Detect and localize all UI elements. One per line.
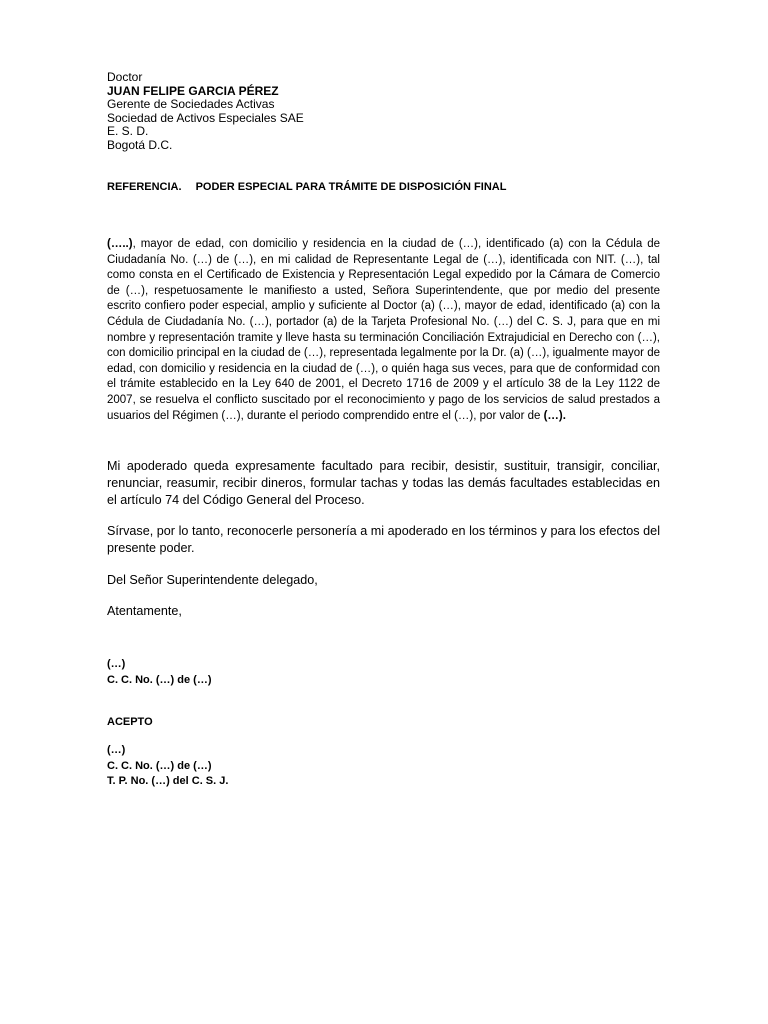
attorney-professional-card: T. P. No. (…) del C. S. J. xyxy=(107,775,229,787)
addressee-city: Bogotá D.C. xyxy=(107,137,173,152)
attorney-signature-name: (…) xyxy=(107,744,126,756)
addressee-company: Sociedad de Activos Especiales SAE xyxy=(107,110,304,125)
grantor-signature-name: (…) xyxy=(107,658,126,670)
addressee-salutation: Doctor xyxy=(107,70,143,84)
attorney-signature-id: C. C. No. (…) de (…) xyxy=(107,759,212,772)
grantor-placeholder: (…..) xyxy=(107,238,133,250)
farewell-line: Atentamente, xyxy=(107,604,182,618)
closing-line: Del Señor Superintendente delegado, xyxy=(107,573,318,587)
faculties-paragraph: Mi apoderado queda expresamente facultado para recibir, desistir, sustituir, transigir, conciliar, renunciar, reasumir, recibir dineros, formular tachas y todas las demás facultades establecidas en el artículo 74 del Código General del Proceso. xyxy=(107,459,660,508)
value-placeholder: (…). xyxy=(543,409,566,422)
addressee-block xyxy=(107,71,304,153)
addressee-name: JUAN FELIPE GARCIA PÉREZ xyxy=(107,83,279,98)
addressee-position: Gerente de Sociedades Activas xyxy=(107,97,275,112)
reference-text: PODER ESPECIAL PARA TRÁMITE DE DISPOSICIÓN FINAL xyxy=(195,181,507,193)
reference-line xyxy=(107,180,506,194)
attorney-signature-block xyxy=(107,743,228,790)
reference-label: REFERENCIA. xyxy=(107,181,182,193)
recognition-paragraph: Sírvase, por lo tanto, reconocerle personería a mi apoderado en los términos y para los efectos del presente poder. xyxy=(107,524,660,556)
grantor-signature-id: C. C. No. (…) de (…) xyxy=(107,673,212,686)
grantor-signature-block xyxy=(107,657,212,688)
power-of-attorney-paragraph xyxy=(107,237,660,424)
acceptance-label: ACEPTO xyxy=(107,716,153,728)
paragraph1-body: , mayor de edad, con domicilio y residencia en la ciudad de (…), identificado (a) con la Cédula de Ciudadanía No. (…) de (…), en mi calidad de Representante Legal de (…), identificada con NIT. (…), tal como consta en el Certificado de Existencia y Representación Legal expedido por la Cámara de Comercio de (…), respetuosamente le manifiesto a usted, Señora Superintendente, que por medio del presente escrito confiero poder especial, amplio y suficiente al Doctor (a) (…), mayor de edad, identificado (a) con la Cédula de Ciudadanía No. (…), portador (a) de la Tarjeta Profesional No. (…) del C. S. J, para que en mi nombre y representación tramite y lleve hasta su terminación Conciliación Extrajudicial en Derecho con (…), con domicilio principal en la ciudad de (…), representada legalmente por la Dr. (a) (…), igualmente mayor de edad, con domicilio y residencia en la ciudad de (…), o quién haga sus veces, para que de conformidad con el trámite establecido en la Ley 640 de 2001, el Decreto 1716 de 2009 y el artículo 38 de la Ley 1122 de 2007, se resuelva el conflicto suscitado por el reconocimiento y pago de los servicios de salud prestados a usuarios del Régimen (…), durante el periodo comprendido entre el (…), por valor de xyxy=(107,238,660,422)
addressee-esd: E. S. D. xyxy=(107,124,149,139)
